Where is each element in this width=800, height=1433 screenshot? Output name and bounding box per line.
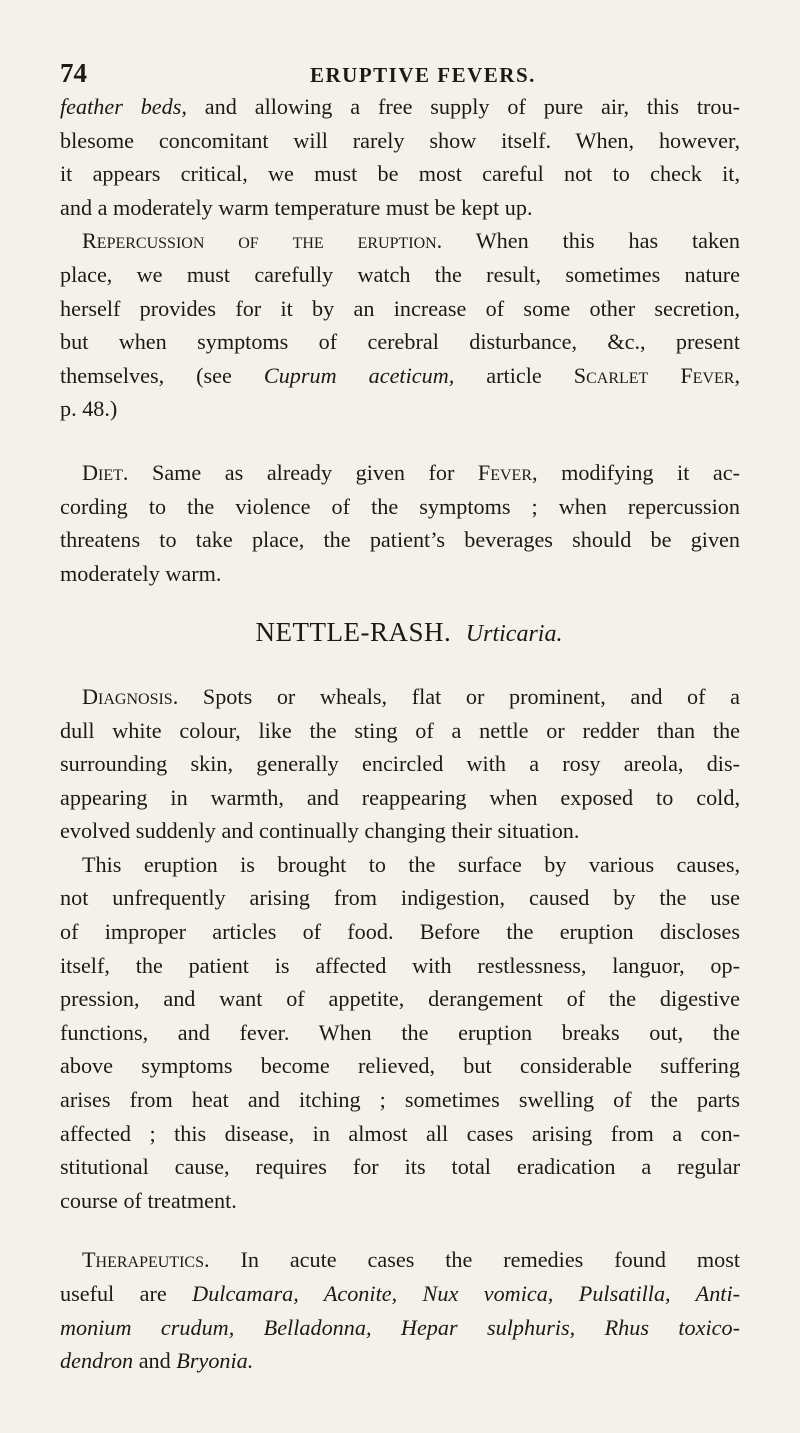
text-line: blesome concomitant will rarely show itself. When, however, — [60, 127, 740, 153]
text-run: and — [133, 1348, 177, 1374]
text-line: pression, and want of appetite, derangement of the digestive — [60, 986, 740, 1012]
page-header — [60, 58, 720, 94]
text-line: p. 48.) — [60, 396, 118, 422]
text-line: stitutional cause, requires for its total eradication a regular — [60, 1154, 740, 1180]
paragraph-diagnosis — [60, 680, 740, 848]
paragraph-diet — [60, 456, 740, 590]
text-line: dull white colour, like the sting of a nettle or redder than the — [60, 717, 740, 743]
text-line: it appears critical, we must be most careful not to check it, — [60, 161, 740, 187]
paragraph-causes — [60, 848, 740, 1218]
text-line: appearing in warmth, and reappearing when exposed to cold, — [60, 784, 740, 810]
text-line: surrounding skin, generally encircled with a rosy areola, dis- — [60, 751, 740, 777]
paragraph-feather-beds — [60, 90, 740, 224]
spacer — [60, 1217, 740, 1243]
text-run: useful are — [60, 1281, 193, 1306]
section-title: NETTLE-RASH. — [255, 617, 452, 648]
section-latin-name: Urticaria. — [465, 621, 563, 648]
italic-term: Bryonia. — [176, 1348, 254, 1374]
text-run: modifying it ac- — [537, 459, 740, 485]
text-line: evolved suddenly and continually changing their situation. — [60, 818, 580, 844]
running-head: ERUPTIVE FEVERS. — [310, 63, 536, 87]
text-line: of improper articles of food. Before the eruption discloses — [60, 919, 740, 945]
page-number: 74 — [60, 58, 87, 88]
paragraph-therapeutics — [60, 1243, 740, 1377]
italic-term: feather beds, — [60, 94, 187, 119]
section-head-repercussion: Repercussion of the eruption. — [82, 228, 443, 254]
small-caps-term: Scarlet Fever, — [573, 362, 740, 388]
text-line: above symptoms become relieved, but considerable suffering — [60, 1053, 740, 1079]
text-run: When this has taken — [442, 228, 740, 254]
text-run: article — [454, 362, 574, 388]
section-head-therapeutics: Therapeutics. — [82, 1247, 210, 1273]
text-line: course of treatment. — [60, 1187, 237, 1213]
text-line: cording to the violence of the symptoms ; when repercussion — [60, 493, 740, 519]
text-run: Spots or wheals, flat or prominent, and of a — [178, 683, 740, 709]
text-line: herself provides for it by an increase of some other secretion, — [60, 295, 740, 321]
section-heading — [60, 616, 740, 652]
small-caps-term: Fever, — [477, 459, 538, 485]
italic-remedy-list: Dulcamara, Aconite, Nux vomica, Pulsatilla, Anti- — [192, 1281, 740, 1306]
text-line: place, we must carefully watch the result, sometimes nature — [60, 261, 740, 287]
text-run: Same as already given for — [128, 459, 478, 485]
body-text — [60, 90, 740, 1378]
section-head-diagnosis: Diagnosis. — [82, 683, 179, 709]
text-line: but when symptoms of cerebral disturbance, &c., present — [60, 329, 740, 355]
spacer — [60, 426, 740, 456]
text-line: not unfrequently arising from indigestion, caused by the use — [60, 885, 740, 911]
text-line: and a moderately warm temperature must be kept up. — [60, 194, 533, 220]
text-line: arises from heat and itching ; sometimes swelling of the parts — [60, 1087, 740, 1113]
spacer — [60, 590, 740, 614]
section-head-diet: Diet. — [82, 459, 129, 485]
text-run: and allowing a free supply of pure air, this trou- — [186, 94, 740, 119]
italic-term: dendron — [60, 1348, 134, 1374]
text-run: In acute cases the remedies found most — [209, 1247, 740, 1273]
text-line: This eruption is brought to the surface by various causes, — [82, 851, 740, 877]
italic-term: Cuprum aceticum, — [263, 362, 455, 388]
italic-remedy-list: monium crudum, Belladonna, Hepar sulphuris, Rhus toxico- — [60, 1314, 740, 1340]
text-line: functions, and fever. When the eruption breaks out, the — [60, 1019, 740, 1045]
text-run: themselves, (see — [60, 362, 264, 388]
text-line: threatens to take place, the patient’s beverages should be given — [60, 527, 740, 553]
text-line: moderately warm. — [60, 560, 222, 586]
text-line: affected ; this disease, in almost all cases arising from a con- — [60, 1120, 740, 1146]
text-line: itself, the patient is affected with restlessness, languor, op- — [60, 952, 740, 978]
paragraph-repercussion — [60, 224, 740, 426]
